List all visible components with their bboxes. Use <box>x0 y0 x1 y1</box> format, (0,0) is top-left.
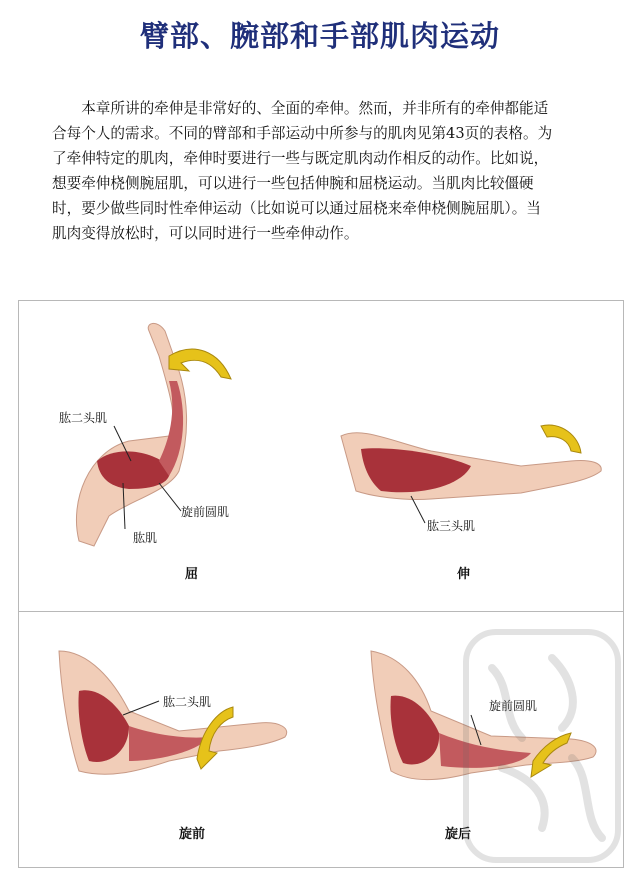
paragraph-line: 了牵伸特定的肌肉，牵伸时要进行一些与既定肌肉动作相反的动作。比如说， <box>52 150 549 167</box>
paragraph-line: 合每个人的需求。不同的臂部和手部运动中所参与的肌肉见第43页的表格。为 <box>52 125 553 142</box>
paragraph-line: 肌肉变得放松时，可以同时进行一些牵伸动作。 <box>52 225 359 242</box>
flexion-arm-illustration <box>19 301 321 611</box>
paragraph-line: 本章所讲的牵伸是非常好的、全面的牵伸。然而，并非所有的牵伸都能适 <box>81 100 549 117</box>
label-pronator-teres: 旋前圆肌 <box>489 699 538 713</box>
panel-extension <box>321 301 623 611</box>
extension-arm-illustration <box>321 301 623 611</box>
panel-pronation <box>19 611 321 867</box>
label-biceps: 肱二头肌 <box>59 411 108 425</box>
label-pronator-teres: 旋前圆肌 <box>181 505 230 519</box>
caption-extension: 伸 <box>457 567 471 582</box>
label-biceps: 肱二头肌 <box>163 695 212 709</box>
paragraph-line: 时，要少做些同时性牵伸运动（比如说可以通过屈桡来牵伸桡侧腕屈肌）。当 <box>52 200 541 217</box>
caption-pronation: 旋前 <box>179 827 206 842</box>
label-brachialis: 肱肌 <box>133 531 158 545</box>
intro-paragraph <box>52 96 638 246</box>
caption-supination: 旋后 <box>445 827 472 842</box>
page-title: 臂部、腕部和手部肌肉运动 <box>139 19 500 53</box>
panel-flexion <box>19 301 321 611</box>
paragraph-line: 想要牵伸桡侧腕屈肌，可以进行一些包括伸腕和屈桡运动。当肌肉比较僵硬 <box>52 175 534 192</box>
label-triceps: 肱三头肌 <box>427 519 476 533</box>
watermark-seal <box>462 628 622 864</box>
pronation-arm-illustration <box>19 611 321 867</box>
caption-flexion: 屈 <box>185 567 199 582</box>
